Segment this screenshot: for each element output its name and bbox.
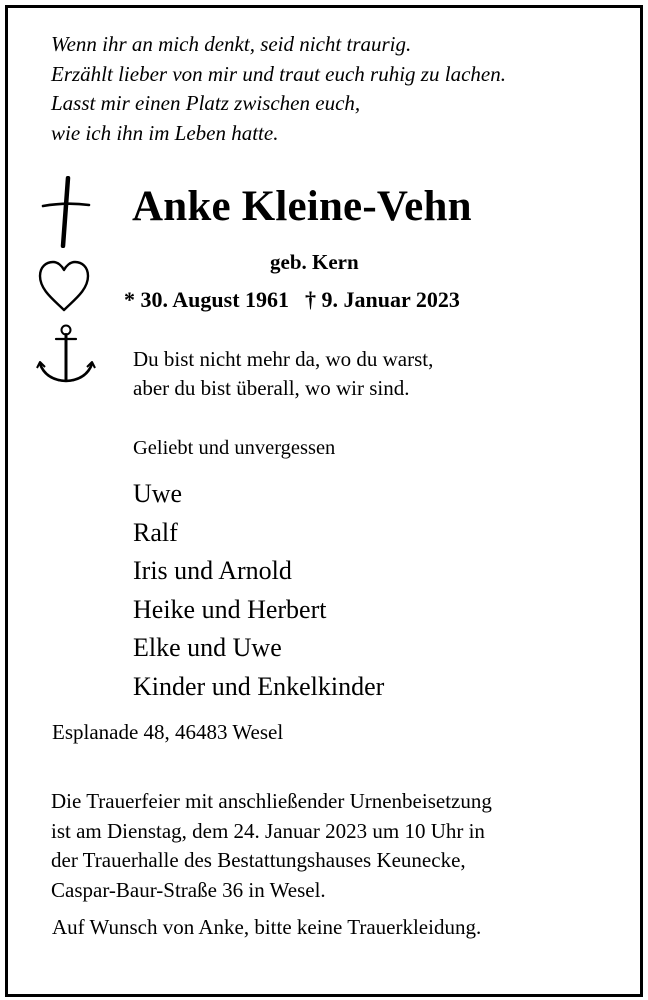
mourners-intro: Geliebt und unvergessen [133,437,336,459]
birth-date: * 30. August 1961 [124,287,290,312]
mourner-name: Uwe [133,479,183,508]
ceremony-line: Die Trauerfeier mit anschließender Urnenbeisetzung [51,789,492,813]
cross-icon [40,176,92,248]
ceremony-info [51,787,492,905]
deceased-name: Anke Kleine-Vehn [132,183,472,230]
maiden-name: geb. Kern [270,250,359,274]
mourner-name: Elke und Uwe [133,633,282,662]
ceremony-line: ist am Dienstag, dem 24. Januar 2023 um 10 Uhr in [51,818,485,843]
verse-line: Du bist nicht mehr da, wo du warst, [133,347,434,371]
opening-poem [51,30,506,148]
mourner-name: Iris und Arnold [133,556,292,585]
death-date: † 9. Januar 2023 [305,287,460,312]
mourner-name: Heike und Herbert [133,594,327,624]
poem-line: Lasst mir einen Platz zwischen euch, [51,91,361,115]
memorial-verse [133,345,433,403]
mourner-name: Kinder und Enkelkinder [133,671,385,701]
heart-icon [36,258,92,316]
anchor-icon [36,322,96,386]
poem-line: wie ich ihn im Leben hatte. [51,120,279,145]
life-dates [124,287,460,313]
mourner-name: Ralf [133,517,178,547]
family-address: Esplanade 48, 46483 Wesel [52,720,284,744]
verse-line: aber du bist überall, wo wir sind. [133,376,410,400]
poem-line: Erzählt lieber von mir und traut euch ruhig zu lachen. [51,61,506,86]
mourners-list [133,475,384,706]
poem-line: Wenn ihr an mich denkt, seid nicht traurig. [51,32,412,56]
ceremony-line: Caspar-Baur-Straße 36 in Wesel. [51,877,326,902]
ceremony-line: der Trauerhalle des Bestattungshauses Keunecke, [51,848,466,872]
dress-code-note: Auf Wunsch von Anke, bitte keine Trauerkleidung. [52,915,482,939]
